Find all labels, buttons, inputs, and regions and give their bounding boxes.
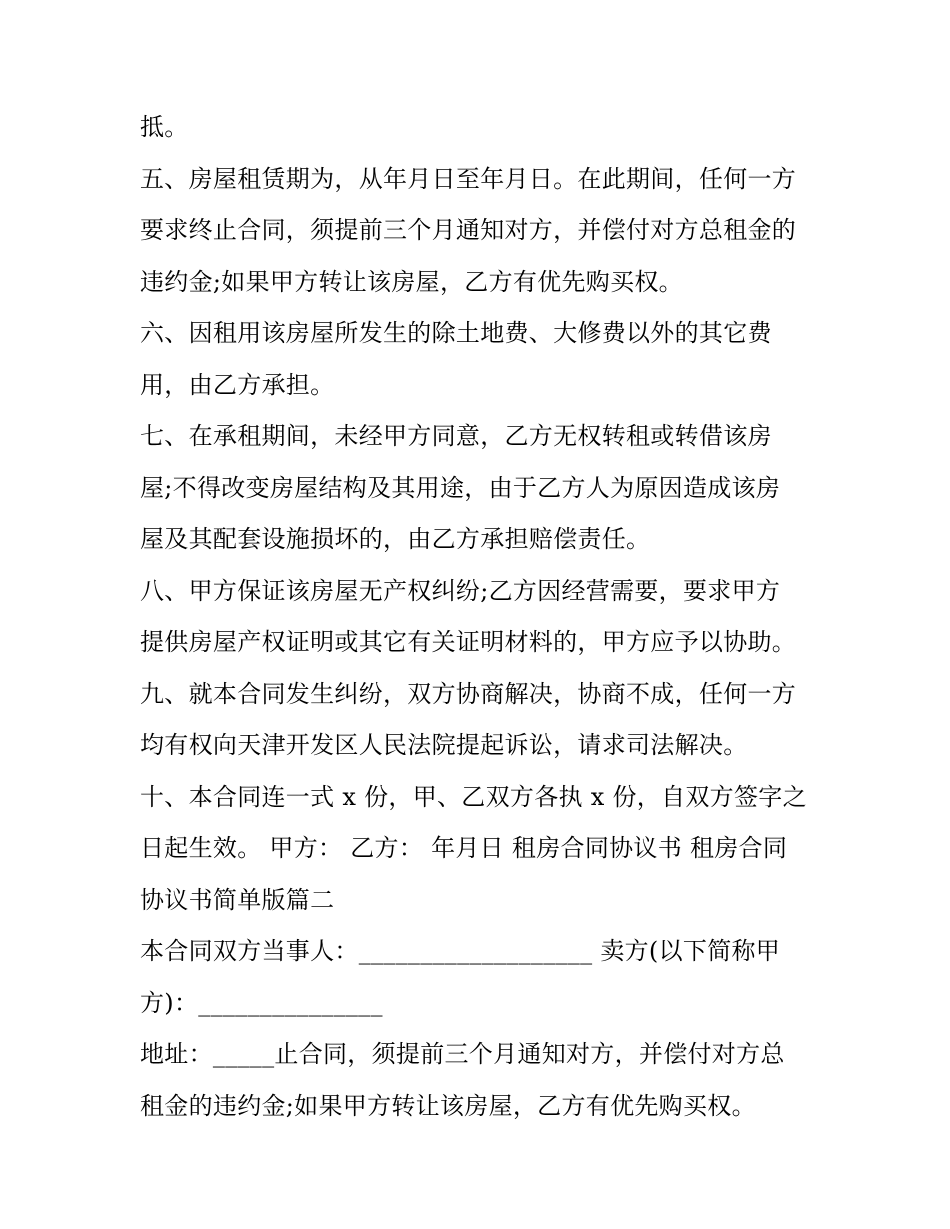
paragraph-line-18: 方)：_______________ — [140, 988, 383, 1017]
paragraph-line-7: 七、在承租期间，未经甲方同意，乙方无权转租或转借该房 — [140, 422, 772, 450]
paragraph-line-8: 屋;不得改变房屋结构及其用途，由于乙方人为原因造成该房 — [140, 473, 781, 502]
paragraph-line-11: 提供房屋产权证明或其它有关证明材料的，甲方应予以协助。 — [140, 628, 797, 656]
paragraph-line-1: 抵。 — [140, 113, 189, 141]
paragraph-line-19: 地址：_____止合同，须提前三个月通知对方，并偿付对方总 — [140, 1040, 785, 1068]
paragraph-line-3: 要求终止合同，须提前三个月通知对方，并偿付对方总租金的 — [140, 216, 797, 244]
paragraph-line-12: 九、就本合同发生纠纷，双方协商解决，协商不成，任何一方 — [140, 679, 797, 708]
paragraph-line-10: 八、甲方保证该房屋无产权纠纷;乙方因经营需要，要求甲方 — [140, 576, 781, 605]
paragraph-line-5: 六、因租用该房屋所发生的除土地费、大修费以外的其它费 — [140, 319, 772, 347]
paragraph-line-15: 日起生效。 甲方： 乙方： 年月日 租房合同协议书 租房合同 — [140, 834, 788, 862]
document-body — [140, 102, 820, 1132]
paragraph-line-13: 均有权向天津开发区人民法院提起诉讼，请求司法解决。 — [140, 731, 748, 759]
paragraph-line-6: 用，由乙方承担。 — [140, 370, 335, 399]
paragraph-line-17: 本合同双方当事人：___________________ 卖方(以下简称甲 — [140, 937, 781, 965]
paragraph-line-16: 协议书简单版篇二 — [140, 885, 335, 914]
paragraph-line-2: 五、房屋租赁期为，从年月日至年月日。在此期间，任何一方 — [140, 164, 797, 193]
paragraph-line-14: 十、本合同连一式 x 份，甲、乙双方各执 x 份，自双方签字之 — [140, 782, 807, 811]
paragraph-line-4: 违约金;如果甲方转让该房屋，乙方有优先购买权。 — [140, 267, 683, 296]
paragraph-line-9: 屋及其配套设施损坏的，由乙方承担赔偿责任。 — [140, 525, 651, 553]
paragraph-line-20: 租金的违约金;如果甲方转让该房屋，乙方有优先购买权。 — [140, 1091, 756, 1120]
